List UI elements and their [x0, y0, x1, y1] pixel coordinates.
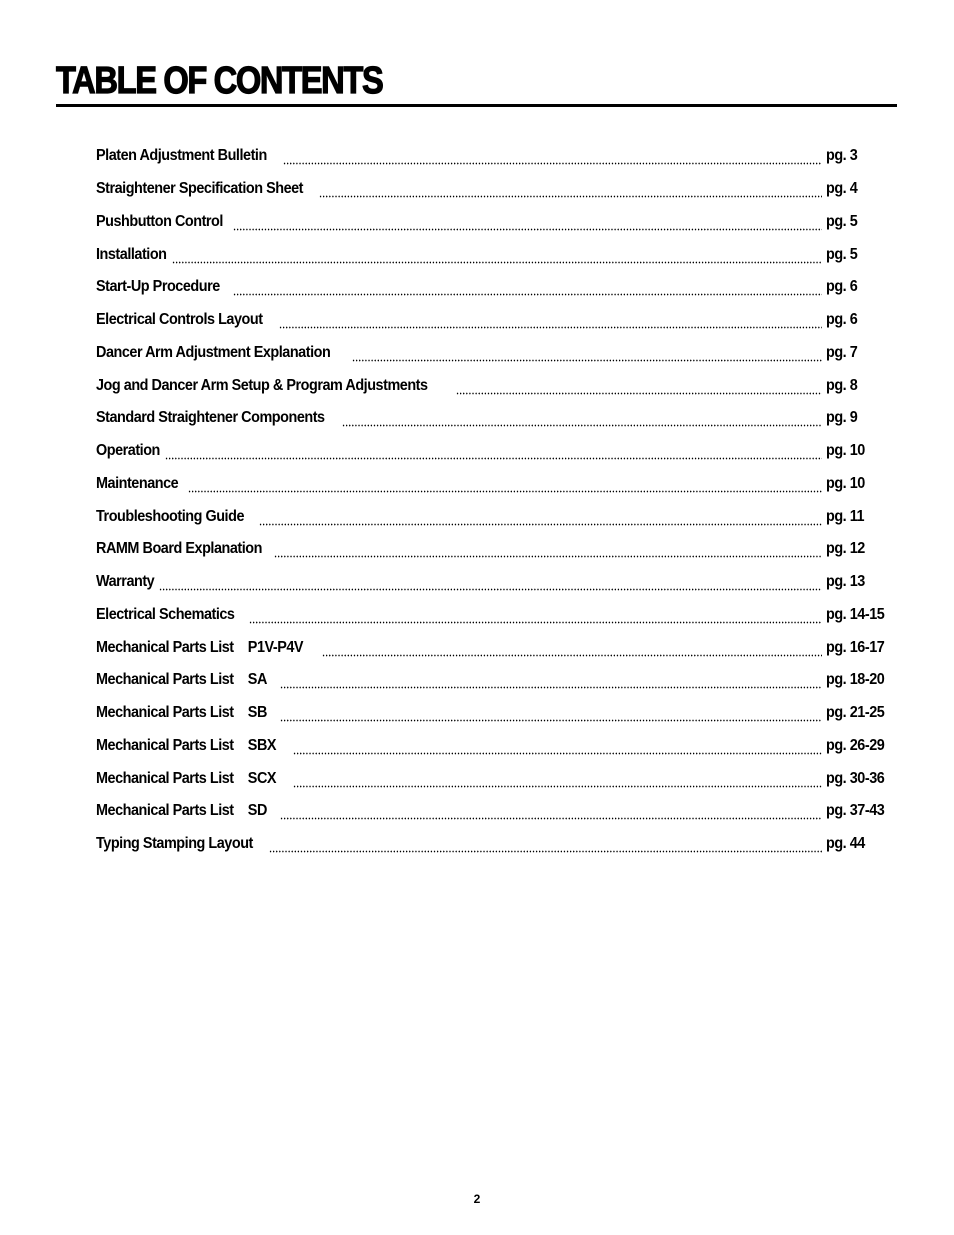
toc-entry[interactable]: [96, 238, 896, 271]
toc-entry[interactable]: [96, 369, 896, 402]
toc-entry-label: RAMM Board Explanation: [96, 540, 262, 558]
toc-entry-label: Mechanical Parts List P1V-P4V: [96, 638, 307, 656]
toc-dot-leader: [249, 610, 822, 624]
page-number: 2: [473, 1192, 481, 1206]
toc-entry-page: pg. 12: [826, 540, 865, 558]
toc-entry-label: Dancer Arm Adjustment Explanation: [96, 343, 334, 361]
toc-entry[interactable]: [96, 435, 896, 468]
title-divider: [56, 104, 897, 107]
toc-entry-page: pg. 4: [826, 180, 858, 198]
toc-entry-page: pg. 21-25: [826, 704, 885, 722]
toc-dot-leader: [352, 348, 822, 362]
toc-entry[interactable]: [96, 533, 896, 566]
toc-entry-page: pg. 9: [826, 409, 858, 427]
toc-entry-page: pg. 6: [826, 311, 858, 329]
toc-entry-label: Mechanical Parts List SD: [96, 802, 267, 820]
toc-entry-label: Mechanical Parts List SBX: [96, 736, 280, 754]
toc-entry[interactable]: [96, 795, 896, 828]
toc-entry[interactable]: [96, 500, 896, 533]
toc-dot-leader: [165, 446, 822, 460]
toc-entry-label: Mechanical Parts List SA: [96, 671, 267, 689]
toc-entry[interactable]: [96, 631, 896, 664]
toc-dot-leader: [233, 282, 822, 296]
toc-dot-leader: [319, 184, 822, 198]
toc-entry[interactable]: [96, 828, 896, 861]
toc-entry-label: Platen Adjustment Bulletin: [96, 147, 271, 165]
toc-entry[interactable]: [96, 697, 896, 730]
toc-entry-page: pg. 44: [826, 835, 865, 853]
toc-entry-page: pg. 5: [826, 245, 858, 263]
toc-entry-page: pg. 13: [826, 573, 865, 591]
toc-entry-page: pg. 26-29: [826, 736, 885, 754]
toc-entry-label: Mechanical Parts List SCX: [96, 769, 280, 787]
toc-dot-leader: [269, 839, 823, 853]
toc-entry-label: Warranty: [96, 573, 155, 591]
toc-entry-page: pg. 7: [826, 343, 858, 361]
toc-dot-leader: [456, 381, 822, 395]
toc-entry[interactable]: [96, 468, 896, 501]
toc-entry[interactable]: [96, 206, 896, 239]
toc-entry[interactable]: [96, 304, 896, 337]
toc-dot-leader: [280, 708, 822, 722]
toc-entry-page: pg. 16-17: [826, 638, 885, 656]
toc-entry-label: Troubleshooting Guide: [96, 507, 248, 525]
toc-entry-page: pg. 18-20: [826, 671, 885, 689]
toc-dot-leader: [283, 151, 822, 165]
toc-entry[interactable]: [96, 730, 896, 763]
toc-entry-page: pg. 37-43: [826, 802, 885, 820]
toc-entry-page: pg. 11: [826, 507, 865, 525]
toc-entry-label: Installation: [96, 245, 167, 263]
toc-dot-leader: [293, 774, 822, 788]
toc-entry[interactable]: [96, 140, 896, 173]
toc-entry-label: Mechanical Parts List SB: [96, 704, 267, 722]
toc-dot-leader: [259, 512, 822, 526]
toc-entry-label: Pushbutton Control: [96, 212, 223, 230]
toc-entry-label: Electrical Schematics: [96, 605, 239, 623]
toc-entry-page: pg. 5: [826, 212, 858, 230]
toc-entry-label: Jog and Dancer Arm Setup & Program Adjustments: [96, 376, 432, 394]
toc-dot-leader: [159, 577, 822, 591]
toc-entry[interactable]: [96, 566, 896, 599]
toc-entry-label: Straightener Specification Sheet: [96, 180, 304, 198]
toc-dot-leader: [342, 413, 822, 427]
toc-dot-leader: [280, 675, 822, 689]
toc-entry-label: Start-Up Procedure: [96, 278, 224, 296]
toc-dot-leader: [280, 806, 822, 820]
toc-entry-page: pg. 14-15: [826, 605, 885, 623]
toc-entry[interactable]: [96, 664, 896, 697]
toc-entry-label: Maintenance: [96, 474, 182, 492]
toc-dot-leader: [274, 544, 822, 558]
toc-entry[interactable]: [96, 337, 896, 370]
toc-entry-page: pg. 6: [826, 278, 858, 296]
toc-entry-page: pg. 10: [826, 442, 865, 460]
toc-dot-leader: [279, 315, 822, 329]
toc-entry[interactable]: [96, 599, 896, 632]
toc-entry-page: pg. 10: [826, 474, 865, 492]
toc-entry-page: pg. 3: [826, 147, 858, 165]
toc-entry[interactable]: [96, 402, 896, 435]
toc-entry-page: pg. 30-36: [826, 769, 885, 787]
toc-entry[interactable]: [96, 271, 896, 304]
toc-entry-label: Electrical Controls Layout: [96, 311, 267, 329]
toc-dot-leader: [172, 250, 822, 264]
toc-list: [96, 140, 896, 861]
toc-entry-label: Standard Straightener Components: [96, 409, 325, 427]
toc-entry[interactable]: [96, 762, 896, 795]
toc-dot-leader: [322, 643, 822, 657]
toc-dot-leader: [188, 479, 822, 493]
toc-dot-leader: [233, 217, 823, 231]
toc-entry-page: pg. 8: [826, 376, 858, 394]
toc-dot-leader: [293, 741, 822, 755]
toc-entry-label: Typing Stamping Layout: [96, 835, 257, 853]
toc-entry[interactable]: [96, 173, 896, 206]
page-title: TABLE OF CONTENTS: [56, 60, 383, 102]
toc-entry-label: Operation: [96, 442, 160, 460]
